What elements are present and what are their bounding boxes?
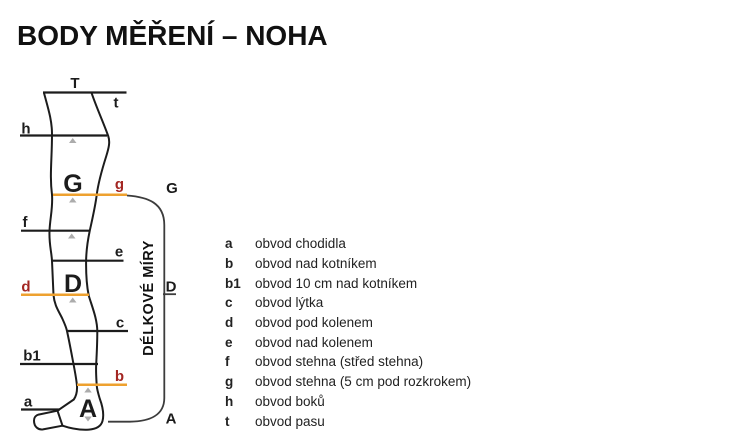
legend-label: obvod nad kolenem [255,334,373,350]
label-A-big: A [78,395,98,423]
label-D-big: D [63,270,83,298]
label-a: a [23,393,33,411]
label-t: t [113,94,119,112]
label-d: d [21,278,31,296]
legend-key: c [225,295,233,311]
label-e: e [114,243,124,261]
legend-item [225,392,471,412]
legend-label: obvod lýtka [255,295,324,311]
bracket-label-A: A [165,410,177,428]
legend-label: obvod stehna (střed stehna) [255,354,424,370]
legend-label: obvod pasu [255,413,325,429]
bracket-label-G: G [166,180,178,197]
legend [225,234,471,431]
legend-label: obvod stehna (5 cm pod rozkrokem) [255,374,472,390]
legend-key: a [225,236,233,252]
legend-item [225,234,471,254]
bracket-label-D: D [165,278,177,296]
legend-item [225,411,471,431]
marker-f [68,234,76,239]
legend-item [225,254,471,274]
legend-label: obvod 10 cm nad kotníkem [255,275,418,291]
label-g: g [114,176,125,193]
sock-toe-seam [58,411,63,426]
label-b1: b1 [23,347,41,365]
legend-item [225,352,471,372]
label-T: T [70,75,80,92]
legend-item [225,293,471,313]
legend-label: obvod chodidla [255,236,346,252]
label-c: c [115,314,125,332]
legend-label: obvod nad kotníkem [255,256,377,272]
label-b: b [114,368,125,385]
marker-h [69,138,77,143]
marker-d [69,298,77,303]
page-title: BODY MĚŘENÍ – NOHA [17,20,328,51]
legend-item [225,332,471,352]
legend-key: d [225,315,234,331]
label-h: h [21,120,31,138]
legend-item [225,273,471,293]
legend-label: obvod pod kolenem [255,315,373,331]
legend-key: e [225,334,233,350]
length-measures-caption: DÉLKOVÉ MÍRY [141,240,157,356]
marker-b [84,388,92,393]
legend-key: b [225,256,234,272]
marker-g [69,198,77,203]
label-G-big: G [63,170,83,198]
legend-key: t [225,413,230,429]
legend-key: h [225,393,234,409]
legend-key: f [225,354,230,370]
legend-item [225,372,471,392]
legend-label: obvod boků [255,393,325,409]
label-f: f [22,214,28,231]
legend-item [225,313,471,333]
legend-key: b1 [225,275,241,291]
legend-key: g [225,374,234,390]
